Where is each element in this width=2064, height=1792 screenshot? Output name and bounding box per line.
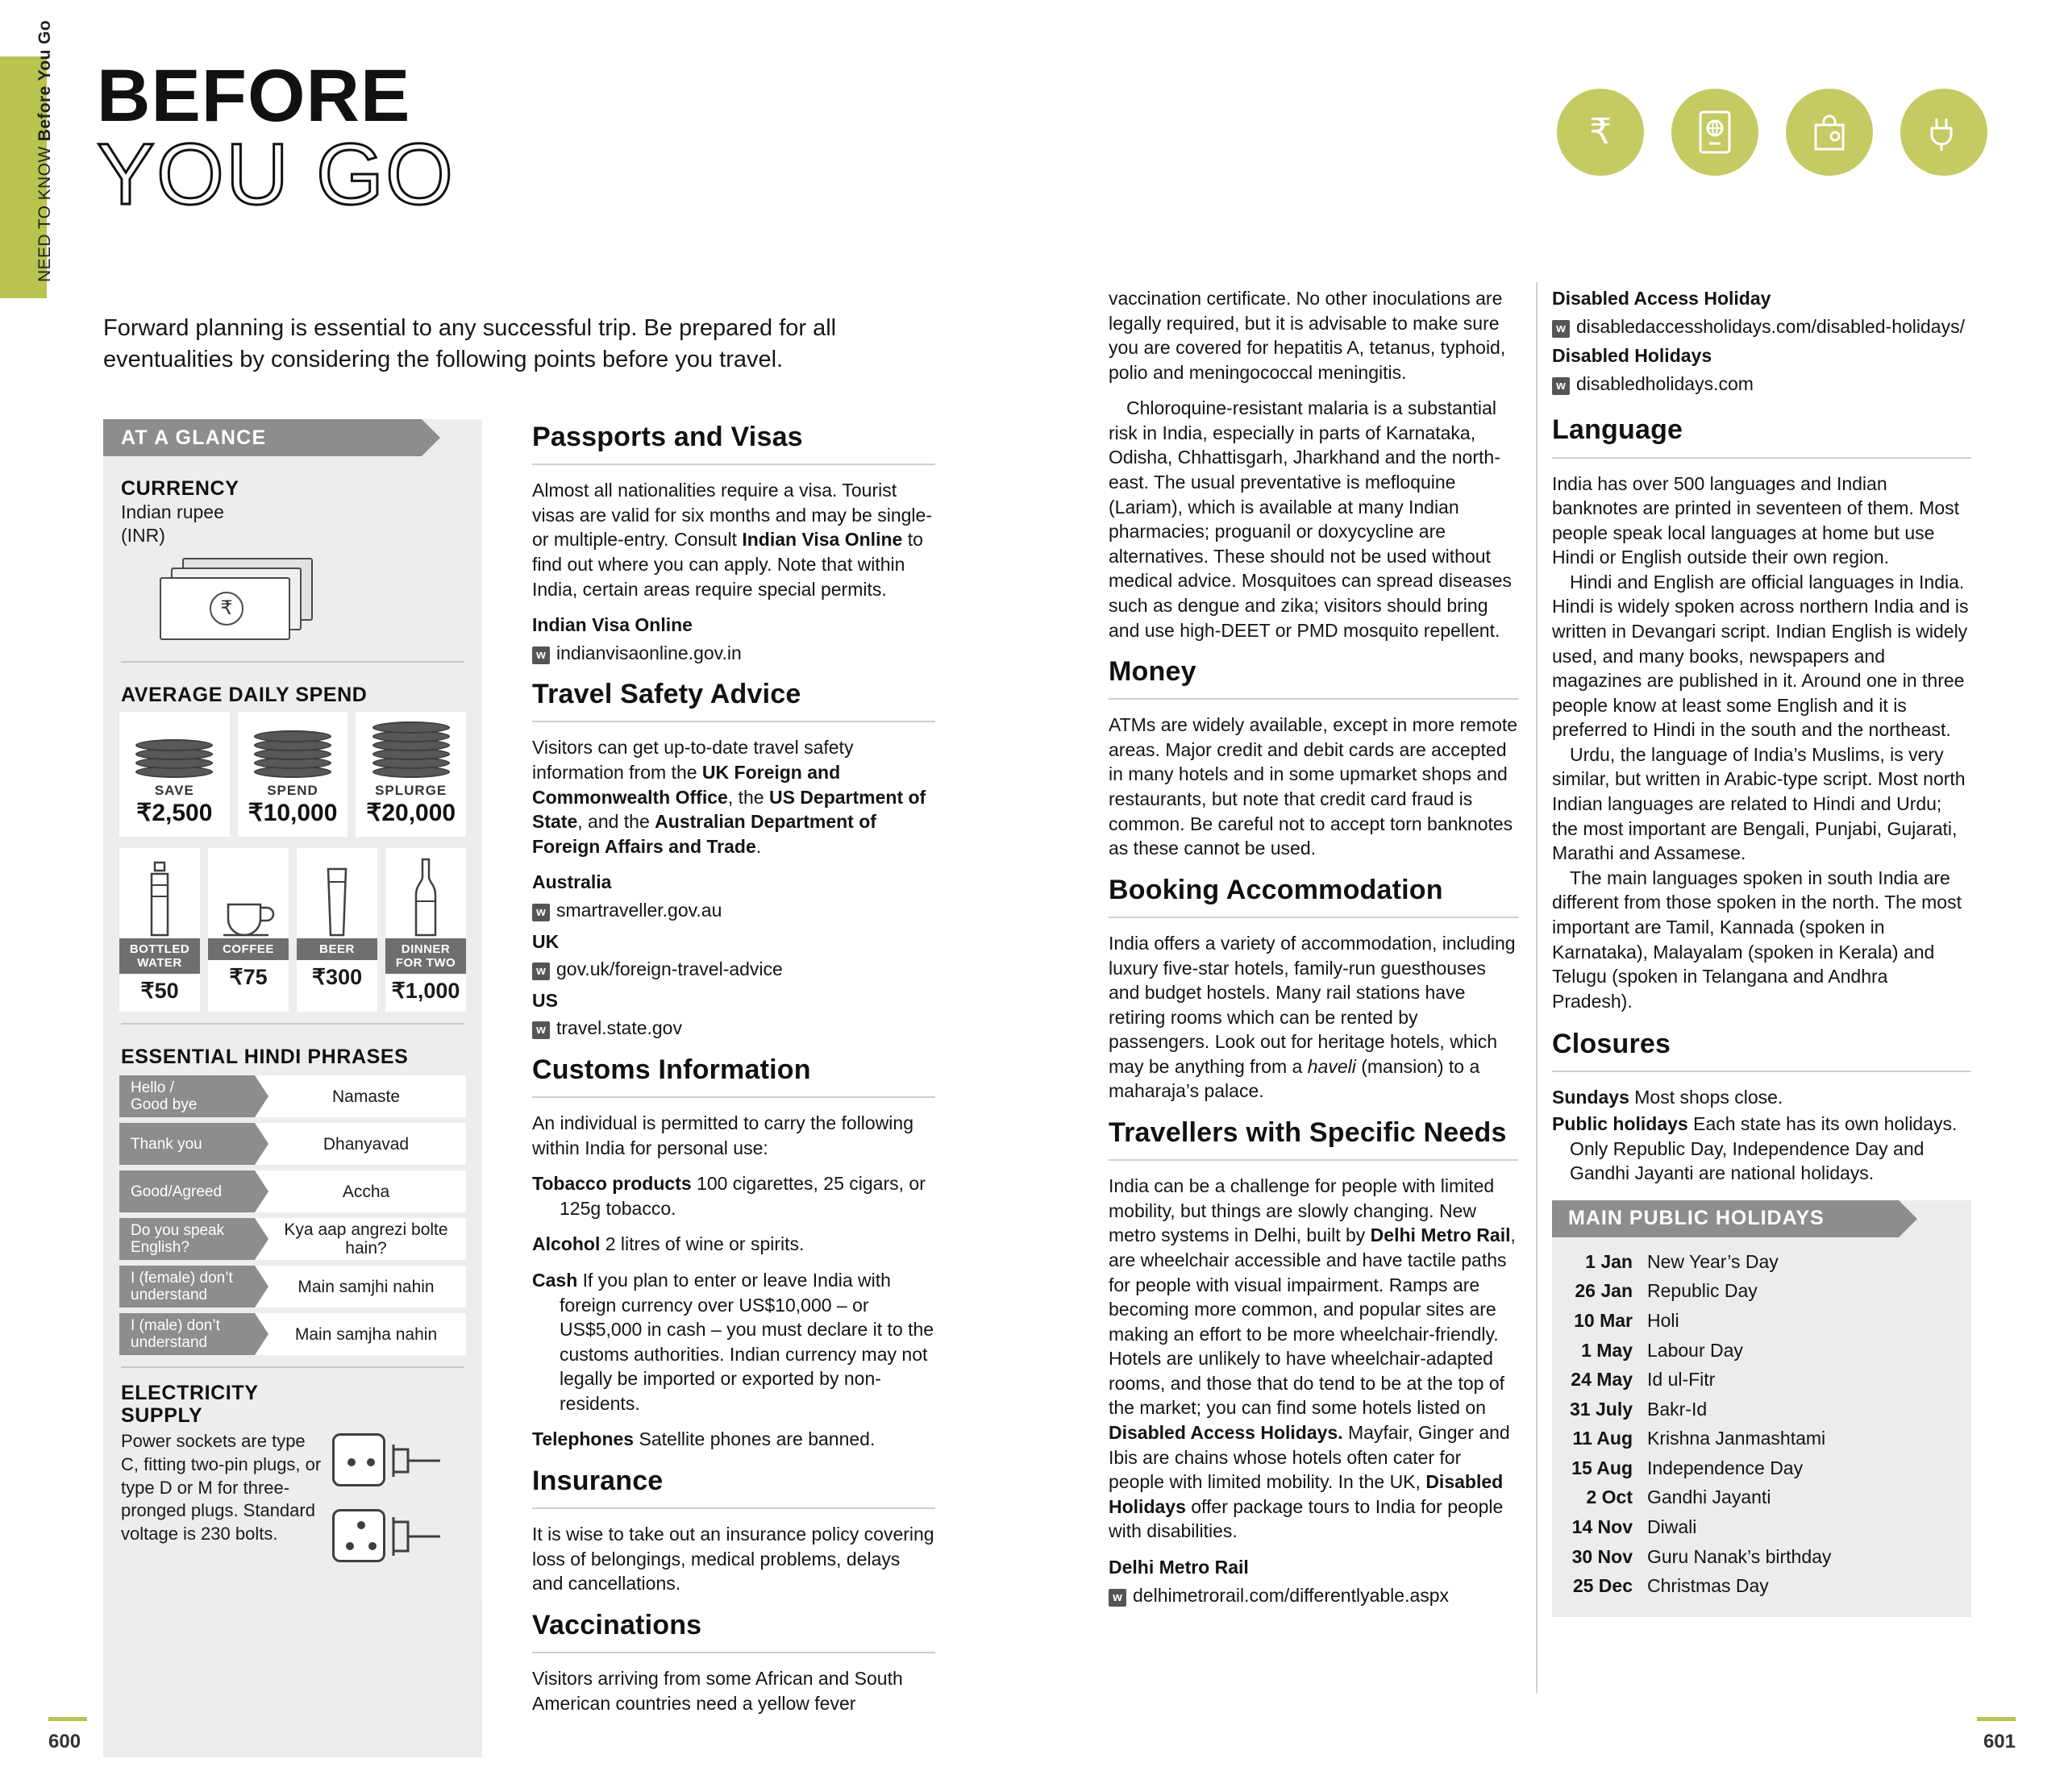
coffee-cup-icon [208,854,289,938]
heading-specific-needs: Travellers with Specific Needs [1109,1117,1507,1149]
text-column-2 [1109,286,1518,1619]
electricity-heading-1: ELECTRICITY [121,1382,259,1405]
price-value: ₹300 [311,965,363,990]
page-title [97,55,456,223]
two-pin-plug-icon [390,1435,448,1486]
table-row [1552,1247,1971,1277]
passports-paragraph: Almost all nationalities require a visa. Tourist visas are valid for six months and may be single- or multiple-entry. Consult Indian Visa Online to find out where you can apply. Note that within India, certain areas require special permits. [532,480,932,600]
currency-value-1: Indian rupee [121,501,224,522]
holiday-name: Holi [1647,1309,1679,1331]
phrase-row [119,1313,466,1355]
price-label: BOTTLED WATER [119,938,200,975]
topic-icons [1557,89,1987,176]
holiday-date: 14 Nov [1571,1516,1633,1537]
disabled-access-label: Disabled Access Holiday [1552,288,1771,309]
folio-rule-left [48,1717,87,1721]
customs-item: Tobacco products 100 cigarettes, 25 cigars, or 125g tobacco. [532,1173,926,1219]
holiday-name: Id ul-Fitr [1647,1369,1716,1391]
web-icon: w [532,1021,550,1039]
closures-item: Public holidays Each state has its own holidays. Only Republic Day, Independence Day and Gandhi Jayanti are national holidays. [1552,1113,1958,1184]
running-head-title: Before You Go [35,19,54,142]
folio-left: 600 [48,1731,81,1753]
phrase-hindi: Dhanyavad [255,1123,466,1165]
holiday-name: Krishna Janmashtami [1647,1428,1826,1449]
price-row [103,837,482,1012]
table-row [1552,1424,1971,1453]
holiday-name: Labour Day [1647,1339,1743,1361]
table-row [1552,1336,1971,1366]
public-holidays-table [1552,1200,1971,1617]
folio-rule-right [1977,1717,2016,1721]
shopping-bag-icon [1786,89,1873,176]
holiday-name: Bakr-Id [1647,1398,1708,1420]
table-row [1552,1512,1971,1542]
title-line-2: YOU GO [97,125,456,223]
customs-item: Alcohol 2 litres of wine or spirits. [532,1233,805,1255]
daily-spend-row [103,707,482,837]
beer-glass-icon [297,854,377,938]
safety-country-uk: UK [532,930,560,952]
web-icon: w [1109,1589,1126,1607]
title-line-1: BEFORE [97,55,411,137]
price-value: ₹50 [140,979,179,1004]
safety-link-au[interactable]: w smartraveller.gov.au [532,898,935,923]
web-icon: w [1552,320,1570,338]
phrase-english: I (female) don’t understand [119,1266,255,1308]
divider [1552,1071,1971,1072]
price-tile [208,848,289,1012]
phrase-english: Do you speak English? [119,1218,255,1260]
heading-closures: Closures [1552,1029,1671,1060]
insurance-paragraph: It is wise to take out an insurance policy covering loss of belongings, medical problems, delays and cancellations. [532,1524,934,1595]
safety-link-uk[interactable]: w gov.uk/foreign-travel-advice [532,957,935,982]
price-label: DINNER FOR TWO [385,938,466,975]
safety-paragraph: Visitors can get up-to-date travel safety information from the UK Foreign and Commonwealth Office, the US Department of State, and the Australian Department of Foreign Affairs and Trade. [532,737,926,857]
language-paragraph-3: Urdu, the language of India’s Muslims, is very similar, but written in Arabic-type script. Most north Indian languages are related to Hindi and Urdu; the most important are Bengali, Punjabi, Gujarati, Marathi and Assamese. [1552,743,1966,864]
plug-icon [1900,89,1987,176]
phrase-hindi: Main samjha nahin [255,1313,466,1355]
spend-label: SAVE [154,782,194,798]
running-head [35,20,55,282]
divider [532,721,935,722]
spend-value: ₹2,500 [136,799,213,826]
safety-link-us[interactable]: w travel.state.gov [532,1016,935,1041]
heading-money: Money [1109,656,1196,688]
web-icon: w [532,963,550,980]
holiday-date: 11 Aug [1572,1428,1633,1449]
web-icon: w [532,904,550,921]
table-row [1552,1453,1971,1483]
holiday-date: 2 Oct [1586,1486,1633,1508]
closures-item: Sundays Most shops close. [1552,1087,1783,1108]
phrase-hindi: Main samjhi nahin [255,1266,466,1308]
divider [532,1096,935,1098]
phrase-row [119,1170,466,1212]
divider [532,1507,935,1509]
holiday-date: 30 Nov [1571,1545,1633,1567]
holiday-date: 1 Jan [1585,1250,1633,1272]
web-icon: w [532,647,550,664]
language-paragraph-2: Hindi and English are official languages in India. Hindi is widely spoken across northern India and is written in Devangari script. Indian English is widely used, and many books, newspapers and magazines are published in it. Around one in three people know at least some English and it is preferred to Hindi in the south and the northeast. [1552,571,1969,741]
holiday-name: Independence Day [1647,1457,1804,1478]
holiday-name: Republic Day [1647,1280,1758,1302]
socket-three-pin-icon [332,1509,385,1562]
heading-language: Language [1552,414,1683,446]
spend-tile [238,712,348,837]
holiday-date: 15 Aug [1571,1457,1633,1478]
rupee-symbol: ₹ [210,592,243,626]
disabled-access-link[interactable]: w disabledaccessholidays.com/disabled-holidays/ [1552,314,1971,339]
disabled-holidays-label: Disabled Holidays [1552,345,1712,367]
customs-intro: An individual is permitted to carry the following within India for personal use: [532,1112,914,1158]
holiday-name: Diwali [1647,1516,1697,1537]
divider [532,464,935,465]
price-tile [297,848,377,1012]
svg-text:₹: ₹ [1589,111,1612,152]
table-row [1552,1571,1971,1601]
spend-tile [356,712,466,837]
running-head-section: NEED TO KNOW [35,146,54,282]
price-tile [385,848,466,1012]
specific-needs-paragraph: India can be a challenge for people with limited mobility, but things are slowly changing. New metro systems in Delhi, built by Delhi Metro Rail, are wheelchair accessible and have tactile paths for people with visual impairment. Ramps are becoming more common, and popular sites are making an effort to be more wheelchair-friendly. Hotels are unlikely to have wheelchair-adapted rooms, and those that do tend to be at the top of the market; you can find some hotels listed on Disabled Access Holidays. Mayfair, Ginger and Ibis are chains whose hotels often cater for people with limited mobility. In the UK, Disabled Holidays offer package tours to India for people with disabilities. [1109,1175,1516,1542]
holiday-date: 25 Dec [1572,1575,1633,1597]
spend-tile [119,712,230,837]
divider [1109,917,1518,918]
phrase-row [119,1123,466,1165]
rupee-icon [1557,89,1644,176]
holiday-date: 10 Mar [1574,1309,1633,1331]
phrase-english: Good/Agreed [119,1170,255,1212]
phrase-hindi: Namaste [255,1075,466,1117]
currency-heading: CURRENCY [121,477,239,500]
phrase-english: Hello / Good bye [119,1075,255,1117]
passports-link-label: Indian Visa Online [532,614,693,636]
table-row [1552,1482,1971,1512]
divider [121,661,464,663]
money-paragraph: ATMs are widely available, except in more remote areas. Major credit and debit cards are accepted in many hotels and in some upmarket shops and restaurants, but note that credit card fraud is common. Be careful not to accept torn banknotes as these cannot be used. [1109,714,1518,859]
divider [1109,1159,1518,1161]
phrase-hindi: Accha [255,1170,466,1212]
text-column-1 [532,419,935,1727]
web-icon: w [1552,377,1570,395]
holiday-date: 1 May [1581,1339,1633,1361]
holiday-name: Christmas Day [1647,1575,1769,1597]
three-pin-plug-icon [390,1511,448,1562]
phrase-row [119,1218,466,1260]
divider [121,1023,464,1025]
phrase-english: I (male) don’t understand [119,1313,255,1355]
holiday-date: 31 July [1570,1398,1633,1420]
vaccinations-continued-2: Chloroquine-resistant malaria is a substantial risk in India, especially in parts of Karnataka, Odisha, Chhattisgarh, Jharkhand and the north-east. The usual preventative is mefloquine (Lariam), which is available at many Indian pharmacies; proguanil or doxycycline are alternatives. These should not be used without medical advice. Mosquitoes can spread diseases such as dengue and zika; visitors should bring and use high-DEET or PMD mosquito repellent. [1109,397,1512,641]
language-paragraph-4: The main languages spoken in south India are different from those spoken in the north. The most important are Tamil, Kannada (spoken in Karnataka), Malayalam (spoken in Kerala) and Telugu (spoken in Telangana and Andhra Pradesh). [1552,867,1962,1012]
vaccinations-paragraph: Visitors arriving from some African and South American countries need a yellow fever [532,1668,903,1714]
divider [121,1366,464,1368]
public-holidays-banner: MAIN PUBLIC HOLIDAYS [1552,1200,1899,1237]
price-label: COFFEE [208,938,289,960]
holiday-name: Gandhi Jayanti [1647,1486,1771,1508]
spend-label: SPEND [267,782,318,798]
price-value: ₹1,000 [391,979,460,1004]
heading-safety: Travel Safety Advice [532,679,801,710]
price-label: BEER [297,938,377,960]
wine-bottle-icon [385,854,466,938]
folio-right: 601 [1983,1731,2016,1753]
socket-illustration [322,1430,464,1583]
table-row [1552,1542,1971,1572]
electricity-text: Power sockets are type C, fitting two-pin plugs, or type D or M for three-pronged plugs. Standard voltage is 230 bolts. [121,1431,322,1544]
daily-spend-heading: AVERAGE DAILY SPEND [121,683,368,706]
booking-paragraph: India offers a variety of accommodation, including luxury five-star hotels, family-run guesthouses and budget hostels. Many rail stations have retiring rooms which can be rented by passengers. Look out for heritage hotels, which may be anything from a haveli (mansion) to a maharaja’s palace. [1109,933,1516,1102]
safety-country-us: US [532,989,558,1011]
passports-link[interactable]: w indianvisaonline.gov.in [532,641,935,666]
holiday-name: Guru Nanak’s birthday [1647,1545,1832,1567]
disabled-holidays-link[interactable]: w disabledholidays.com [1552,372,1971,397]
heading-vaccinations: Vaccinations [532,1609,702,1640]
divider [532,1652,935,1653]
language-paragraph-1: India has over 500 languages and Indian banknotes are printed in seventeen of them. Most people speak local languages at home but use Hindi or English outside their own region. [1552,472,1960,568]
holiday-name: New Year’s Day [1647,1250,1779,1272]
phrase-row [119,1266,466,1308]
divider [1109,698,1518,700]
water-bottle-icon [119,854,200,938]
column-divider [1536,282,1538,1693]
vaccinations-continued-1: vaccination certificate. No other inoculations are legally required, but it is advisable to make sure you are covered for hepatitis A, tetanus, typhoid, polio and meningococcal meningitis. [1109,288,1506,383]
divider [1552,457,1971,459]
table-row [1552,1276,1971,1306]
at-a-glance-banner: AT A GLANCE [103,419,422,456]
heading-customs: Customs Information [532,1054,811,1085]
electricity-heading-2: SUPPLY [121,1403,203,1427]
phrase-hindi: Kya aap angrezi bolte hain? [255,1218,466,1260]
heading-booking: Booking Accommodation [1109,874,1443,905]
delhi-metro-label: Delhi Metro Rail [1109,1556,1249,1578]
table-row [1552,1395,1971,1424]
customs-item: Telephones Satellite phones are banned. [532,1428,876,1450]
heading-insurance: Insurance [532,1466,664,1496]
spend-value: ₹10,000 [248,799,338,826]
price-value: ₹75 [229,965,268,990]
at-a-glance-content [103,419,482,1598]
table-row [1552,1365,1971,1395]
holiday-date: 26 Jan [1575,1280,1633,1302]
price-tile [119,848,200,1012]
phrase-english: Thank you [119,1123,255,1165]
safety-country-au: Australia [532,871,612,893]
currency-value-2: (INR) [121,525,165,547]
delhi-metro-link[interactable]: w delhimetrorail.com/differentlyable.aspx [1109,1583,1518,1608]
intro-paragraph: Forward planning is essential to any successful trip. Be prepared for all eventualities by considering the following points before you travel. [103,315,837,372]
spend-label: SPLURGE [375,782,447,798]
socket-two-pin-icon [332,1433,385,1486]
table-row [1552,1306,1971,1336]
spend-value: ₹20,000 [366,799,456,826]
customs-item: Cash If you plan to enter or leave India with foreign currency over US$10,000 – or US$5,000 in cash – you must declare it to the customs authorities. Indian currency may not legally be imported or exported by non-residents. [532,1269,934,1414]
text-column-3 [1552,286,1971,1617]
holiday-date: 24 May [1571,1369,1633,1391]
passport-icon [1671,89,1758,176]
hindi-phrases-heading: ESSENTIAL HINDI PHRASES [121,1046,409,1069]
heading-passports: Passports and Visas [532,422,803,452]
banknote-illustration [121,553,464,650]
phrase-row [119,1075,466,1117]
